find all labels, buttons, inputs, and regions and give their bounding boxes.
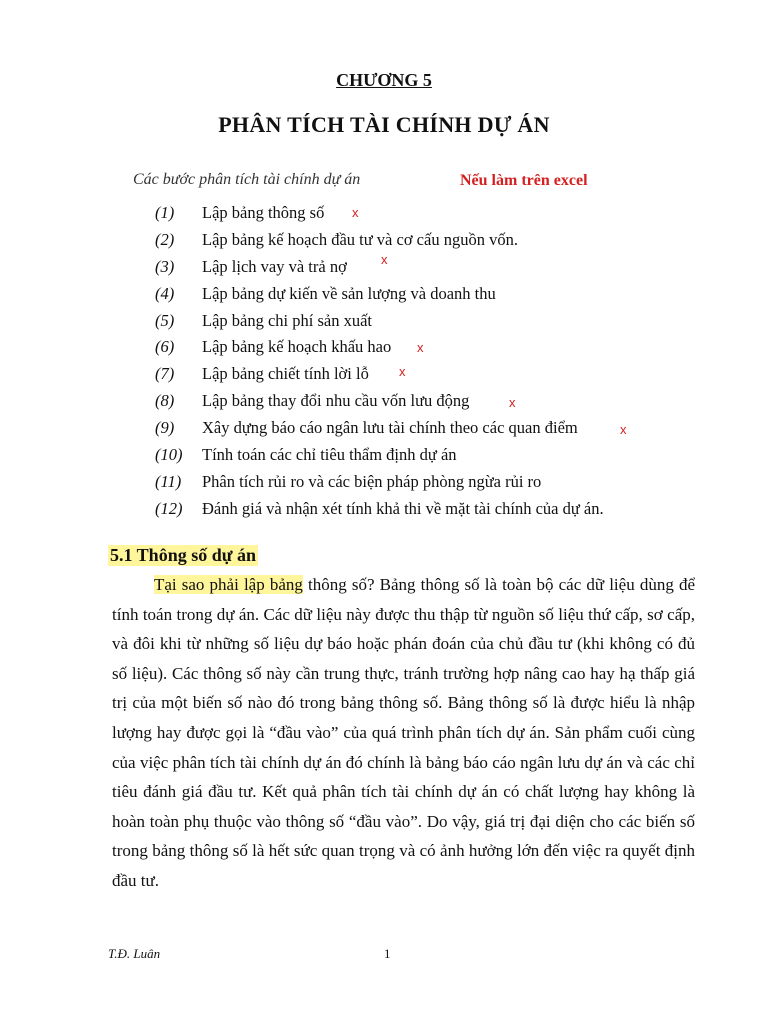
step-number: (9) bbox=[155, 418, 175, 438]
step-text: Đánh giá và nhận xét tính khả thi về mặt tài chính của dự án. bbox=[202, 498, 604, 518]
step-text: Lập lịch vay và trả nợ bbox=[202, 256, 347, 276]
step-item bbox=[155, 254, 604, 281]
step-item bbox=[155, 308, 604, 335]
step-item bbox=[155, 469, 604, 496]
section-paragraph bbox=[112, 570, 695, 896]
chapter-heading: CHƯƠNG 5 bbox=[336, 70, 432, 90]
step-item bbox=[155, 496, 604, 523]
step-text: Lập bảng chi phí sản xuất bbox=[202, 310, 372, 330]
step-item bbox=[155, 281, 604, 308]
step-text: Lập bảng kế hoạch khấu hao bbox=[202, 337, 392, 357]
step-item bbox=[155, 442, 604, 469]
page-title: PHÂN TÍCH TÀI CHÍNH DỰ ÁN bbox=[218, 112, 550, 137]
step-number: (3) bbox=[155, 256, 175, 276]
step-number: (11) bbox=[155, 471, 182, 491]
step-number: (7) bbox=[155, 364, 175, 384]
excel-mark-icon: x bbox=[352, 205, 359, 220]
excel-note: Nếu làm trên excel bbox=[460, 172, 588, 189]
excel-mark-icon: x bbox=[620, 422, 627, 437]
step-number: (12) bbox=[155, 498, 183, 518]
step-item bbox=[155, 388, 604, 415]
step-text: Tính toán các chỉ tiêu thẩm định dự án bbox=[202, 445, 457, 465]
step-number: (1) bbox=[155, 203, 175, 222]
step-number: (5) bbox=[155, 310, 175, 330]
highlighted-text: Tại sao phải lập bảng bbox=[154, 575, 303, 594]
step-text: Lập bảng dự kiến về sản lượng và doanh thu bbox=[202, 283, 496, 303]
section-heading: 5.1 Thông số dự án bbox=[110, 545, 257, 565]
excel-mark-icon: x bbox=[509, 395, 516, 410]
footer-author: T.Đ. Luân bbox=[108, 946, 161, 961]
steps-list bbox=[155, 200, 604, 523]
step-item bbox=[155, 334, 604, 361]
excel-mark-icon: x bbox=[417, 340, 424, 355]
page-number: 1 bbox=[384, 946, 391, 961]
step-number: (8) bbox=[155, 391, 175, 411]
step-text: Phân tích rủi ro và các biện pháp phòng ngừa rủi ro bbox=[202, 471, 542, 491]
paragraph-body: thông số? Bảng thông số là toàn bộ các dữ liệu dùng để tính toán trong dự án. Các dữ liệu này được thu thập từ nguồn số liệu thứ cấp, sơ cấp, và đôi khi từ những số liệu dự báo hoặc phán đoán của chủ đầu tư (khi không có đủ số liệu). Các thông số này cần trung thực, tránh trường hợp nâng cao hay hạ thấp giá trị của một biến số nào đó trong bảng thông số. Bảng thông số là được hiểu là nhập lượng hay được gọi là “đầu vào” của quá trình phân tích dự án. Sản phẩm cuối cùng của việc phân tích tài chính dự án đó chính là bảng báo cáo ngân lưu dự án và các chỉ tiêu đánh giá đầu tư. Kết quả phân tích tài chính dự án có chất lượng hay không là hoàn toàn phụ thuộc vào thông số “đầu vào”. Do vậy, giá trị đại diện cho các biến số trong bảng thông số là hết sức quan trọng và có ảnh hưởng lớn đến việc ra quyết định đầu tư. bbox=[112, 575, 695, 890]
step-text: Xây dựng báo cáo ngân lưu tài chính theo các quan điểm bbox=[202, 418, 578, 438]
step-text: Lập bảng thay đổi nhu cầu vốn lưu động bbox=[202, 391, 470, 411]
step-item bbox=[155, 415, 604, 442]
step-text: Lập bảng thông số bbox=[202, 203, 325, 222]
step-number: (2) bbox=[155, 229, 175, 249]
step-number: (10) bbox=[155, 445, 183, 465]
step-item bbox=[155, 361, 604, 388]
step-number: (6) bbox=[155, 337, 175, 357]
step-item bbox=[155, 200, 604, 227]
excel-mark-icon: x bbox=[381, 252, 388, 267]
step-item bbox=[155, 227, 604, 254]
step-text: Lập bảng kế hoạch đầu tư và cơ cấu nguồn vốn. bbox=[202, 229, 518, 249]
step-number: (4) bbox=[155, 283, 175, 303]
steps-intro: Các bước phân tích tài chính dự án bbox=[133, 171, 361, 188]
excel-mark-icon: x bbox=[399, 364, 406, 379]
step-text: Lập bảng chiết tính lời lỗ bbox=[202, 364, 369, 384]
